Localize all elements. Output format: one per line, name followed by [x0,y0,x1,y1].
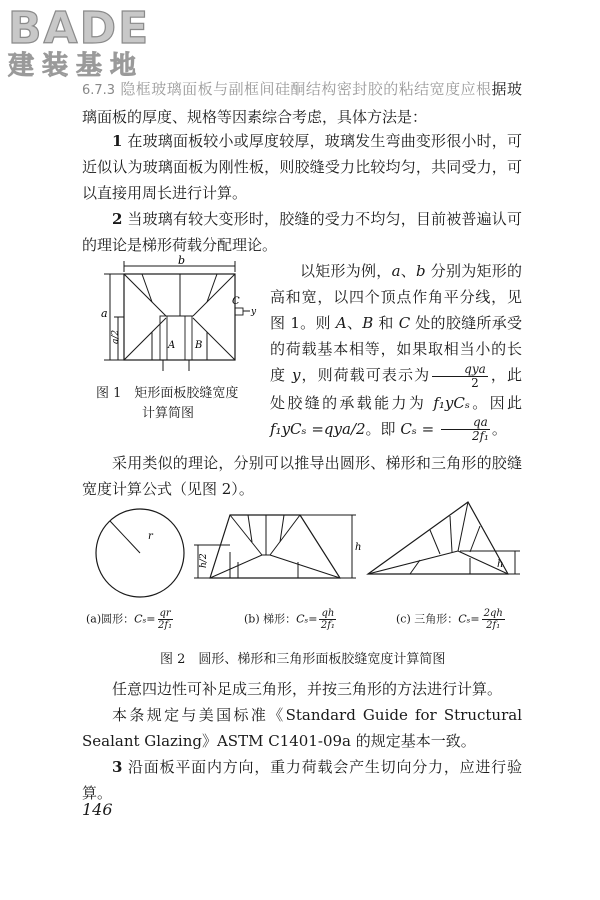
figure-2-circle [82,503,202,603]
section-paragraph [82,76,522,130]
fig2-circle-prefix: (a)圆形： [86,612,135,626]
item-3-text: 沿面板平面内方向，重力荷载会产生切向分力，应进行验算。 [82,758,522,802]
fig2-trap-prefix: (b) 梯形： [244,612,297,626]
cs-numerator: qa [441,416,490,430]
rect-text-6: 处的胶缝所承受的荷载基本相等，如果取相当小的长度 [270,314,522,384]
rect-text-11: 。即 [365,419,401,438]
fig2-caption-triangle [396,608,507,631]
logo-subtitle: 建装基地 [8,51,145,81]
rect-var-y: y [291,366,301,384]
fig2-tri-den: 2f₁ [486,620,501,631]
load-numerator: qya [432,363,488,377]
rect-text-2: 、 [400,262,417,280]
fig1-caption-line2: 计算简图 [142,406,195,421]
page-number: 146 [82,800,113,819]
fig2-label-r: r [148,531,153,542]
fig2-tri-fraction [482,608,505,631]
rect-text-8: ，此处胶缝的承载能力为 [270,366,522,412]
fig2-tri-cs: Cₛ= [458,612,480,626]
figure-2-triangle [360,496,530,586]
fig1-label-a2: a/2 [111,329,121,344]
rect-capacity-1: f₁yCₛ [433,393,470,412]
rect-var-cs: Cₛ [400,419,417,438]
fig2-tri-num: 2qh [483,608,503,619]
figure-1-diagram [92,256,267,376]
fig1-label-C: C [232,296,240,307]
paragraph-4: 任意四边性可补足成三角形，并按三角形的方法进行计算。 [112,680,503,698]
fig2-circle-cs: Cₛ= [134,612,156,626]
cs-denominator: 2f₁ [471,429,489,443]
cs-fraction [441,416,490,443]
rect-text-12: = [416,419,439,438]
item-1 [82,128,522,206]
rect-text-4: 、 [346,314,363,332]
rect-text-9: 。因此 [469,393,522,412]
fig1-label-A: A [168,340,176,351]
fig2-caption-trapezoid [244,608,338,631]
item-2 [82,206,522,258]
fig2-caption-circle [86,608,175,631]
fig2-tri-prefix: (c) 三角形： [396,612,459,626]
item-1-number: 1 [112,132,123,150]
logo [8,3,188,81]
rect-example-paragraph [270,258,522,443]
logo-brand: BADE [8,3,151,54]
item-3 [82,754,522,806]
rect-var-b: b [416,262,426,280]
rect-var-B: B [362,314,374,332]
fig2-label-h-trap: h [355,542,362,553]
rect-eq-1: qya/2 [323,419,366,438]
figure-1-caption [96,384,268,424]
fig2-trap-num: qh [321,608,335,619]
rect-text-1: 以矩形为例， [300,262,392,280]
load-fraction [432,363,488,390]
fig1-label-b: b [178,254,186,267]
rect-var-a: a [391,262,401,280]
rect-text-3: 分别为矩形的高和宽，以四个顶点作角平分线，见图 1。则 [270,262,522,332]
section-number: 6.7.3 [82,83,116,98]
fig1-label-a: a [101,307,108,320]
section-title: 隐框玻璃面板与副框间硅酮结构密封胶的粘结宽度应根 [120,80,492,98]
rect-text-10: = [306,419,324,438]
fig2-circle-fraction [158,608,173,631]
fig2-circle-num: qr [159,608,171,619]
rect-text-5: 和 [373,314,399,332]
figure-2-caption: 图 2 圆形、梯形和三角形面板胶缝宽度计算简图 [160,652,446,667]
fig2-trap-fraction [319,608,336,631]
rect-text-7: ，则荷载可表示为 [300,366,431,384]
fig2-circle-den: 2f₁ [158,620,173,631]
fig1-label-y: y [251,307,257,317]
item-3-number: 3 [112,758,123,776]
rect-var-A: A [335,314,347,332]
rect-text-13: 。 [491,419,507,438]
fig2-trap-cs: Cₛ= [296,612,318,626]
fig1-caption-line1: 图 1 矩形面板胶缝宽度 [96,386,239,401]
section-title-cont: 据玻璃面板的厚度、规格等因素综合考虑，具体方法是： [82,80,522,126]
figure-2-trapezoid [190,500,370,590]
fig2-trap-den: 2f₁ [320,620,335,631]
item-2-text: 当玻璃有较大变形时，胶缝的受力不均匀，目前被普遍认可的理论是梯形荷载分配理论。 [82,210,522,254]
fig1-label-B: B [195,340,203,351]
rect-capacity-2: f₁yCₛ [270,419,307,438]
fig2-label-h-tri: h [497,559,504,570]
item-2-number: 2 [112,210,123,228]
rect-var-C: C [398,314,411,332]
paragraph-5: 本条规定与美国标准《Standard Guide for Structural Sealant Glazing》ASTM C1401-09a 的规定基本一致。 [82,706,522,750]
load-denominator: 2 [471,375,479,390]
fig2-label-h2: h/2 [199,553,209,568]
paragraph-3: 采用类似的理论，分别可以推导出圆形、梯形和三角形的胶缝宽度计算公式（见图 2）。 [82,454,522,498]
item-1-text: 在玻璃面板较小或厚度较厚，玻璃发生弯曲变形很小时，可近似认为玻璃面板为刚性板，则胶缝受力比较均匀，共同受力，可以直接用周长进行计算。 [82,132,522,202]
